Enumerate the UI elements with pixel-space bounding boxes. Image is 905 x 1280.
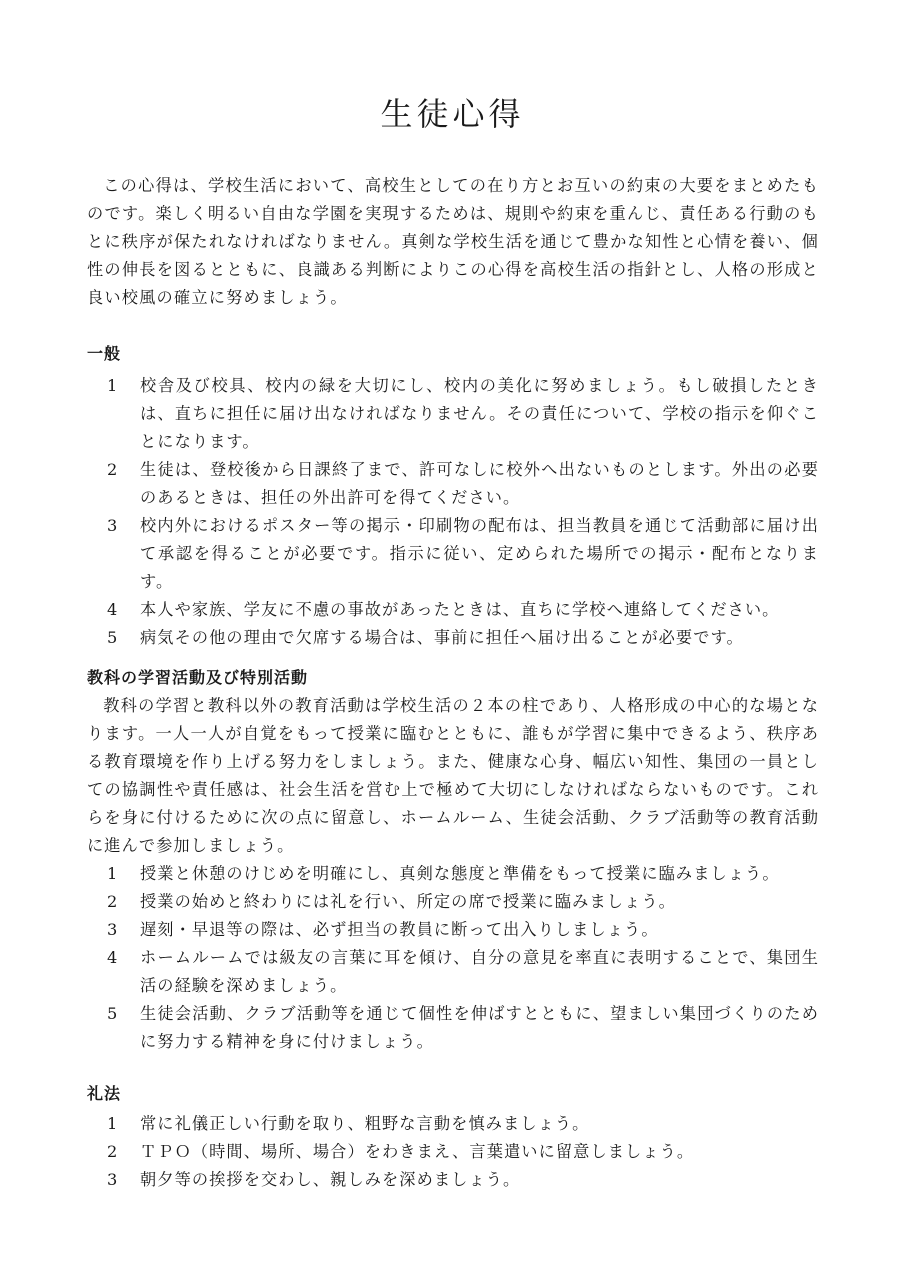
section-heading: 一般 [87, 344, 122, 363]
item-text: 本人や家族、学友に不慮の事故があったときは、直ちに学校へ連絡してください。 [140, 600, 780, 619]
list-item [87, 512, 819, 596]
list-item [87, 916, 819, 944]
item-text: 病気その他の理由で欠席する場合は、事前に担任へ届け出ることが必要です。 [140, 628, 744, 647]
item-list [87, 372, 819, 652]
item-number: 1 [107, 1114, 119, 1133]
item-number: 3 [107, 516, 119, 535]
list-item [87, 596, 819, 624]
item-text: ホームルームでは級友の言葉に耳を傾け、自分の意見を率直に表明することで、集団生活の経験を深めましょう。 [140, 948, 819, 995]
page-title: 生徒心得 [380, 95, 525, 133]
list-item [87, 860, 819, 888]
item-text: 常に礼儀正しい行動を取り、粗野な言動を慎みましょう。 [140, 1114, 590, 1133]
item-text: 授業の始めと終わりには礼を行い、所定の席で授業に臨みましょう。 [140, 892, 676, 911]
item-list [87, 1110, 819, 1194]
list-item [87, 944, 819, 1000]
item-number: 2 [107, 1142, 119, 1161]
item-number: 5 [107, 1004, 119, 1023]
section-study-activities [87, 664, 819, 1056]
section-paragraph: 教科の学習と教科以外の教育活動は学校生活の２本の柱であり、人格形成の中心的な場となります。一人一人が自覚をもって授業に臨むとともに、誰もが学習に集中できるよう、秩序ある教育環境を作り上げる努力をしましょう。また、健康な心身、幅広い知性、集団の一員としての協調性や責任感は、社会生活を営む上で極めて大切にしなければならないものです。これらを身に付けるために次の点に留意し、ホームルーム、生徒会活動、クラブ活動等の教育活動に進んで参加しましょう。 [87, 696, 819, 855]
item-text: 朝夕等の挨拶を交わし、親しみを深めましょう。 [140, 1170, 521, 1189]
section-heading: 教科の学習活動及び特別活動 [87, 668, 309, 687]
item-text: 校内外におけるポスター等の掲示・印刷物の配布は、担当教員を通じて活動部に届け出て承認を得ることが必要です。指示に従い、定められた場所での掲示・配布となります。 [140, 516, 819, 591]
item-text: ＴＰＯ（時間、場所、場合）をわきまえ、言葉遣いに留意しましょう。 [140, 1142, 695, 1161]
list-item [87, 1138, 819, 1166]
item-text: 校舎及び校具、校内の緑を大切にし、校内の美化に努めましょう。もし破損したときは、直ちに担任に届け出なければなりません。その責任について、学校の指示を仰ぐことになります。 [140, 376, 819, 451]
list-item [87, 624, 819, 652]
list-item [87, 372, 819, 456]
item-text: 生徒会活動、クラブ活動等を通じて個性を伸ばすとともに、望ましい集団づくりのために努力する精神を身に付けましょう。 [140, 1004, 819, 1051]
list-item [87, 1110, 819, 1138]
item-number: 1 [107, 376, 119, 395]
list-item [87, 888, 819, 916]
item-list [87, 860, 819, 1056]
list-item [87, 1000, 819, 1056]
item-number: 5 [107, 628, 119, 647]
section-general [87, 340, 819, 652]
item-text: 生徒は、登校後から日課終了まで、許可なしに校外へ出ないものとします。外出の必要のあるときは、担任の外出許可を得てください。 [140, 460, 819, 507]
section-heading: 礼法 [87, 1084, 122, 1103]
item-number: 1 [107, 864, 119, 883]
item-number: 4 [107, 600, 119, 619]
list-item [87, 1166, 819, 1194]
item-number: 2 [107, 460, 119, 479]
item-number: 3 [107, 920, 119, 939]
item-text: 授業と休憩のけじめを明確にし、真剣な態度と準備をもって授業に臨みましょう。 [140, 864, 780, 883]
section-etiquette [87, 1080, 819, 1194]
item-number: 2 [107, 892, 119, 911]
intro-paragraph: この心得は、学校生活において、高校生としての在り方とお互いの約束の大要をまとめたものです。楽しく明るい自由な学園を実現するためは、規則や約束を重んじ、責任ある行動のもとに秩序が保たれなければなりません。真剣な学校生活を通じて豊かな知性と心情を養い、個性の伸長を図るとともに、良識ある判断によりこの心得を高校生活の指針とし、人格の形成と良い校風の確立に努めましょう。 [87, 176, 819, 307]
item-number: 4 [107, 948, 119, 967]
item-number: 3 [107, 1170, 119, 1189]
list-item [87, 456, 819, 512]
item-text: 遅刻・早退等の際は、必ず担当の教員に断って出入りしましょう。 [140, 920, 659, 939]
